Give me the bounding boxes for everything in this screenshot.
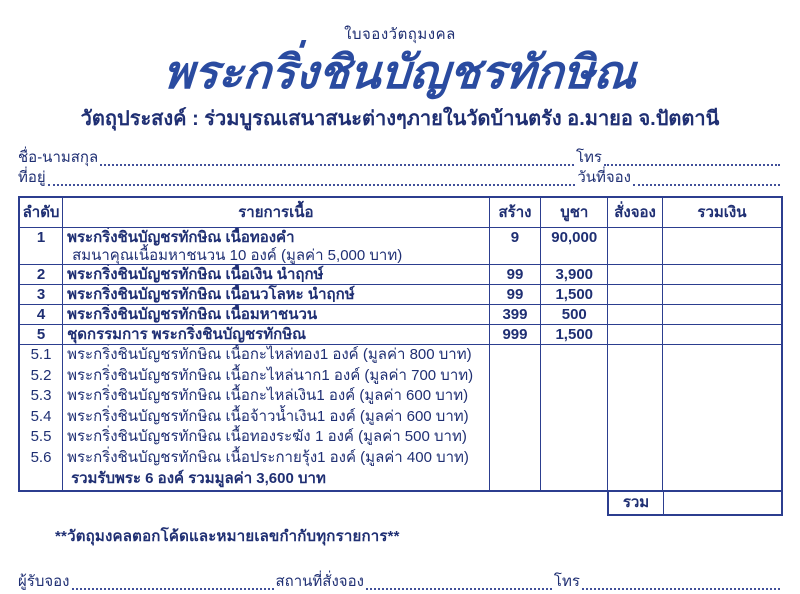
row-sum-blank xyxy=(662,325,782,345)
applicant-block xyxy=(18,150,782,190)
row-sum-blank xyxy=(662,228,782,265)
place-blank xyxy=(366,587,552,590)
sub-sum-blank xyxy=(662,345,782,492)
sub-item-list xyxy=(63,345,490,492)
items-table xyxy=(18,196,783,492)
sub-item-name: พระกริ่งชินบัญชรทักษิณ เนื้อทองระฆัง xyxy=(67,428,311,446)
sub-items-row xyxy=(19,345,782,492)
sub-item-no: 5.6 xyxy=(30,448,52,466)
grand-total-label: รวม xyxy=(609,492,664,514)
table-header-row xyxy=(19,197,782,228)
row-item-name: พระกริ่งชินบัญชรทักษิณ เนื้อทองคำ xyxy=(67,229,295,247)
row-order-blank xyxy=(608,325,663,345)
grand-total-strip xyxy=(607,492,783,516)
address-date-line xyxy=(18,170,782,190)
place-label: สถานที่สั่งจอง xyxy=(275,573,364,591)
row-no: 1 xyxy=(19,228,63,265)
row-no: 5 xyxy=(19,325,63,345)
table-row xyxy=(19,305,782,325)
sub-item-name: พระกริ่งชินบัญชรทักษิณ เนื้อกะไหล่เงิน xyxy=(67,387,317,405)
name-blank xyxy=(100,163,574,166)
col-header-item: รายการเนื้อ xyxy=(63,197,490,228)
address-blank xyxy=(48,183,576,186)
row-price: 1,500 xyxy=(541,285,608,305)
sub-item xyxy=(67,407,485,428)
row-price: 1,500 xyxy=(541,325,608,345)
sub-price-blank xyxy=(541,345,608,492)
phone-label: โทร xyxy=(575,149,602,167)
form-header xyxy=(0,0,800,134)
sub-item-qty: 1 องค์ (มูลค่า 600 บาท) xyxy=(316,387,469,405)
sub-made-blank xyxy=(489,345,541,492)
sub-item-no: 5.4 xyxy=(30,407,52,425)
sub-item-qty: 1 องค์ (มูลค่า 800 บาท) xyxy=(319,346,472,364)
table-row xyxy=(19,228,782,265)
footer-phone-blank xyxy=(582,587,780,590)
receiver-label: ผู้รับจอง xyxy=(18,573,70,591)
sub-item-no: 5.3 xyxy=(30,387,52,405)
row-item xyxy=(63,228,490,265)
sub-item-qty: 1 องค์ (มูลค่า 700 บาท) xyxy=(321,366,474,384)
name-label: ชื่อ-นามสกุล xyxy=(18,149,99,167)
table-row xyxy=(19,265,782,285)
sub-item-name: พระกริ่งชินบัญชรทักษิณ เนื้อกะไหล่ทอง xyxy=(67,346,320,364)
name-phone-line xyxy=(18,150,782,170)
row-item-name: พระกริ่งชินบัญชรทักษิณ เนื้อนวโลหะ นำฤกษ์ xyxy=(63,285,490,305)
sub-item xyxy=(67,345,485,366)
sub-item xyxy=(67,448,485,469)
sub-item-qty: 1 องค์ (มูลค่า 500 บาท) xyxy=(315,428,467,446)
col-header-price: บูชา xyxy=(541,197,608,228)
row-order-blank xyxy=(608,305,663,325)
row-made: 9 xyxy=(489,228,541,265)
footer-phone-label: โทร xyxy=(553,573,580,591)
sub-item xyxy=(67,427,485,448)
row-made: 99 xyxy=(489,285,541,305)
row-price: 90,000 xyxy=(541,228,608,265)
row-item-name: ชุดกรรมการ พระกริ่งชินบัญชรทักษิณ xyxy=(63,325,490,345)
col-header-total: รวมเงิน xyxy=(662,197,782,228)
col-header-no: ลำดับ xyxy=(19,197,63,228)
sub-item-name: พระกริ่งชินบัญชรทักษิณ เนื้อประกายรุ้ง xyxy=(67,448,318,466)
col-header-order: สั่งจอง xyxy=(608,197,663,228)
receiver-blank xyxy=(72,587,274,590)
sub-item-qty: 1 องค์ (มูลค่า 400 บาท) xyxy=(317,448,469,466)
sub-item-name: พระกริ่งชินบัญชรทักษิณ เนื้อกะไหล่นาก xyxy=(67,366,322,384)
address-label: ที่อยู่ xyxy=(18,169,46,187)
sub-order-blank xyxy=(608,345,663,492)
row-sum-blank xyxy=(662,305,782,325)
sub-item xyxy=(67,386,485,407)
row-item-name: พระกริ่งชินบัญชรทักษิณ เนื้อมหาชนวน xyxy=(63,305,490,325)
row-order-blank xyxy=(608,265,663,285)
purpose-line: วัตถุประสงค์ : ร่วมบูรณเสนาสนะต่างๆภายในวัดบ้านตรัง อ.มายอ จ.ปัตตานี xyxy=(80,108,720,131)
row-price: 3,900 xyxy=(541,265,608,285)
form-type-label: ใบจองวัตถุมงคล xyxy=(344,26,456,43)
sub-item xyxy=(67,366,485,387)
table-row xyxy=(19,285,782,305)
row-no: 2 xyxy=(19,265,63,285)
row-made: 999 xyxy=(489,325,541,345)
row-made: 399 xyxy=(489,305,541,325)
sub-item-no: 5.5 xyxy=(30,428,52,446)
row-made: 99 xyxy=(489,265,541,285)
row-no: 3 xyxy=(19,285,63,305)
sub-item-no: 5.1 xyxy=(30,346,52,364)
sub-total-line: รวมรับพระ 6 องค์ รวมมูลค่า 3,600 บาท xyxy=(71,470,326,488)
grand-total-blank xyxy=(664,492,781,514)
receiver-line xyxy=(18,574,782,594)
row-price: 500 xyxy=(541,305,608,325)
row-order-blank xyxy=(608,285,663,305)
page-title: พระกริ่งชินบัญชรทักษิณ xyxy=(161,45,639,99)
sub-item-name: พระกริ่งชินบัญชรทักษิณ เนื้อจ้าวน้ำเงิน xyxy=(67,407,317,425)
booking-date-blank xyxy=(633,183,780,186)
table-row xyxy=(19,325,782,345)
code-note: **วัตถุมงคลตอกโค้ดและหมายเลขกำกับทุกรายการ** xyxy=(55,528,400,546)
sub-item-qty: 1 องค์ (มูลค่า 600 บาท) xyxy=(316,407,469,425)
col-header-made: สร้าง xyxy=(489,197,541,228)
row-sum-blank xyxy=(662,285,782,305)
row-item-note: สมนาคุณเนื้อมหาชนวน 10 องค์ (มูลค่า 5,000 บาท) xyxy=(72,247,403,265)
sub-item-numbers xyxy=(19,345,63,492)
row-no: 4 xyxy=(19,305,63,325)
booking-date-label: วันที่จอง xyxy=(577,169,631,187)
row-order-blank xyxy=(608,228,663,265)
row-item-name: พระกริ่งชินบัญชรทักษิณ เนื้อเงิน นำฤกษ์ xyxy=(63,265,490,285)
sub-item-no: 5.2 xyxy=(30,366,52,384)
row-sum-blank xyxy=(662,265,782,285)
